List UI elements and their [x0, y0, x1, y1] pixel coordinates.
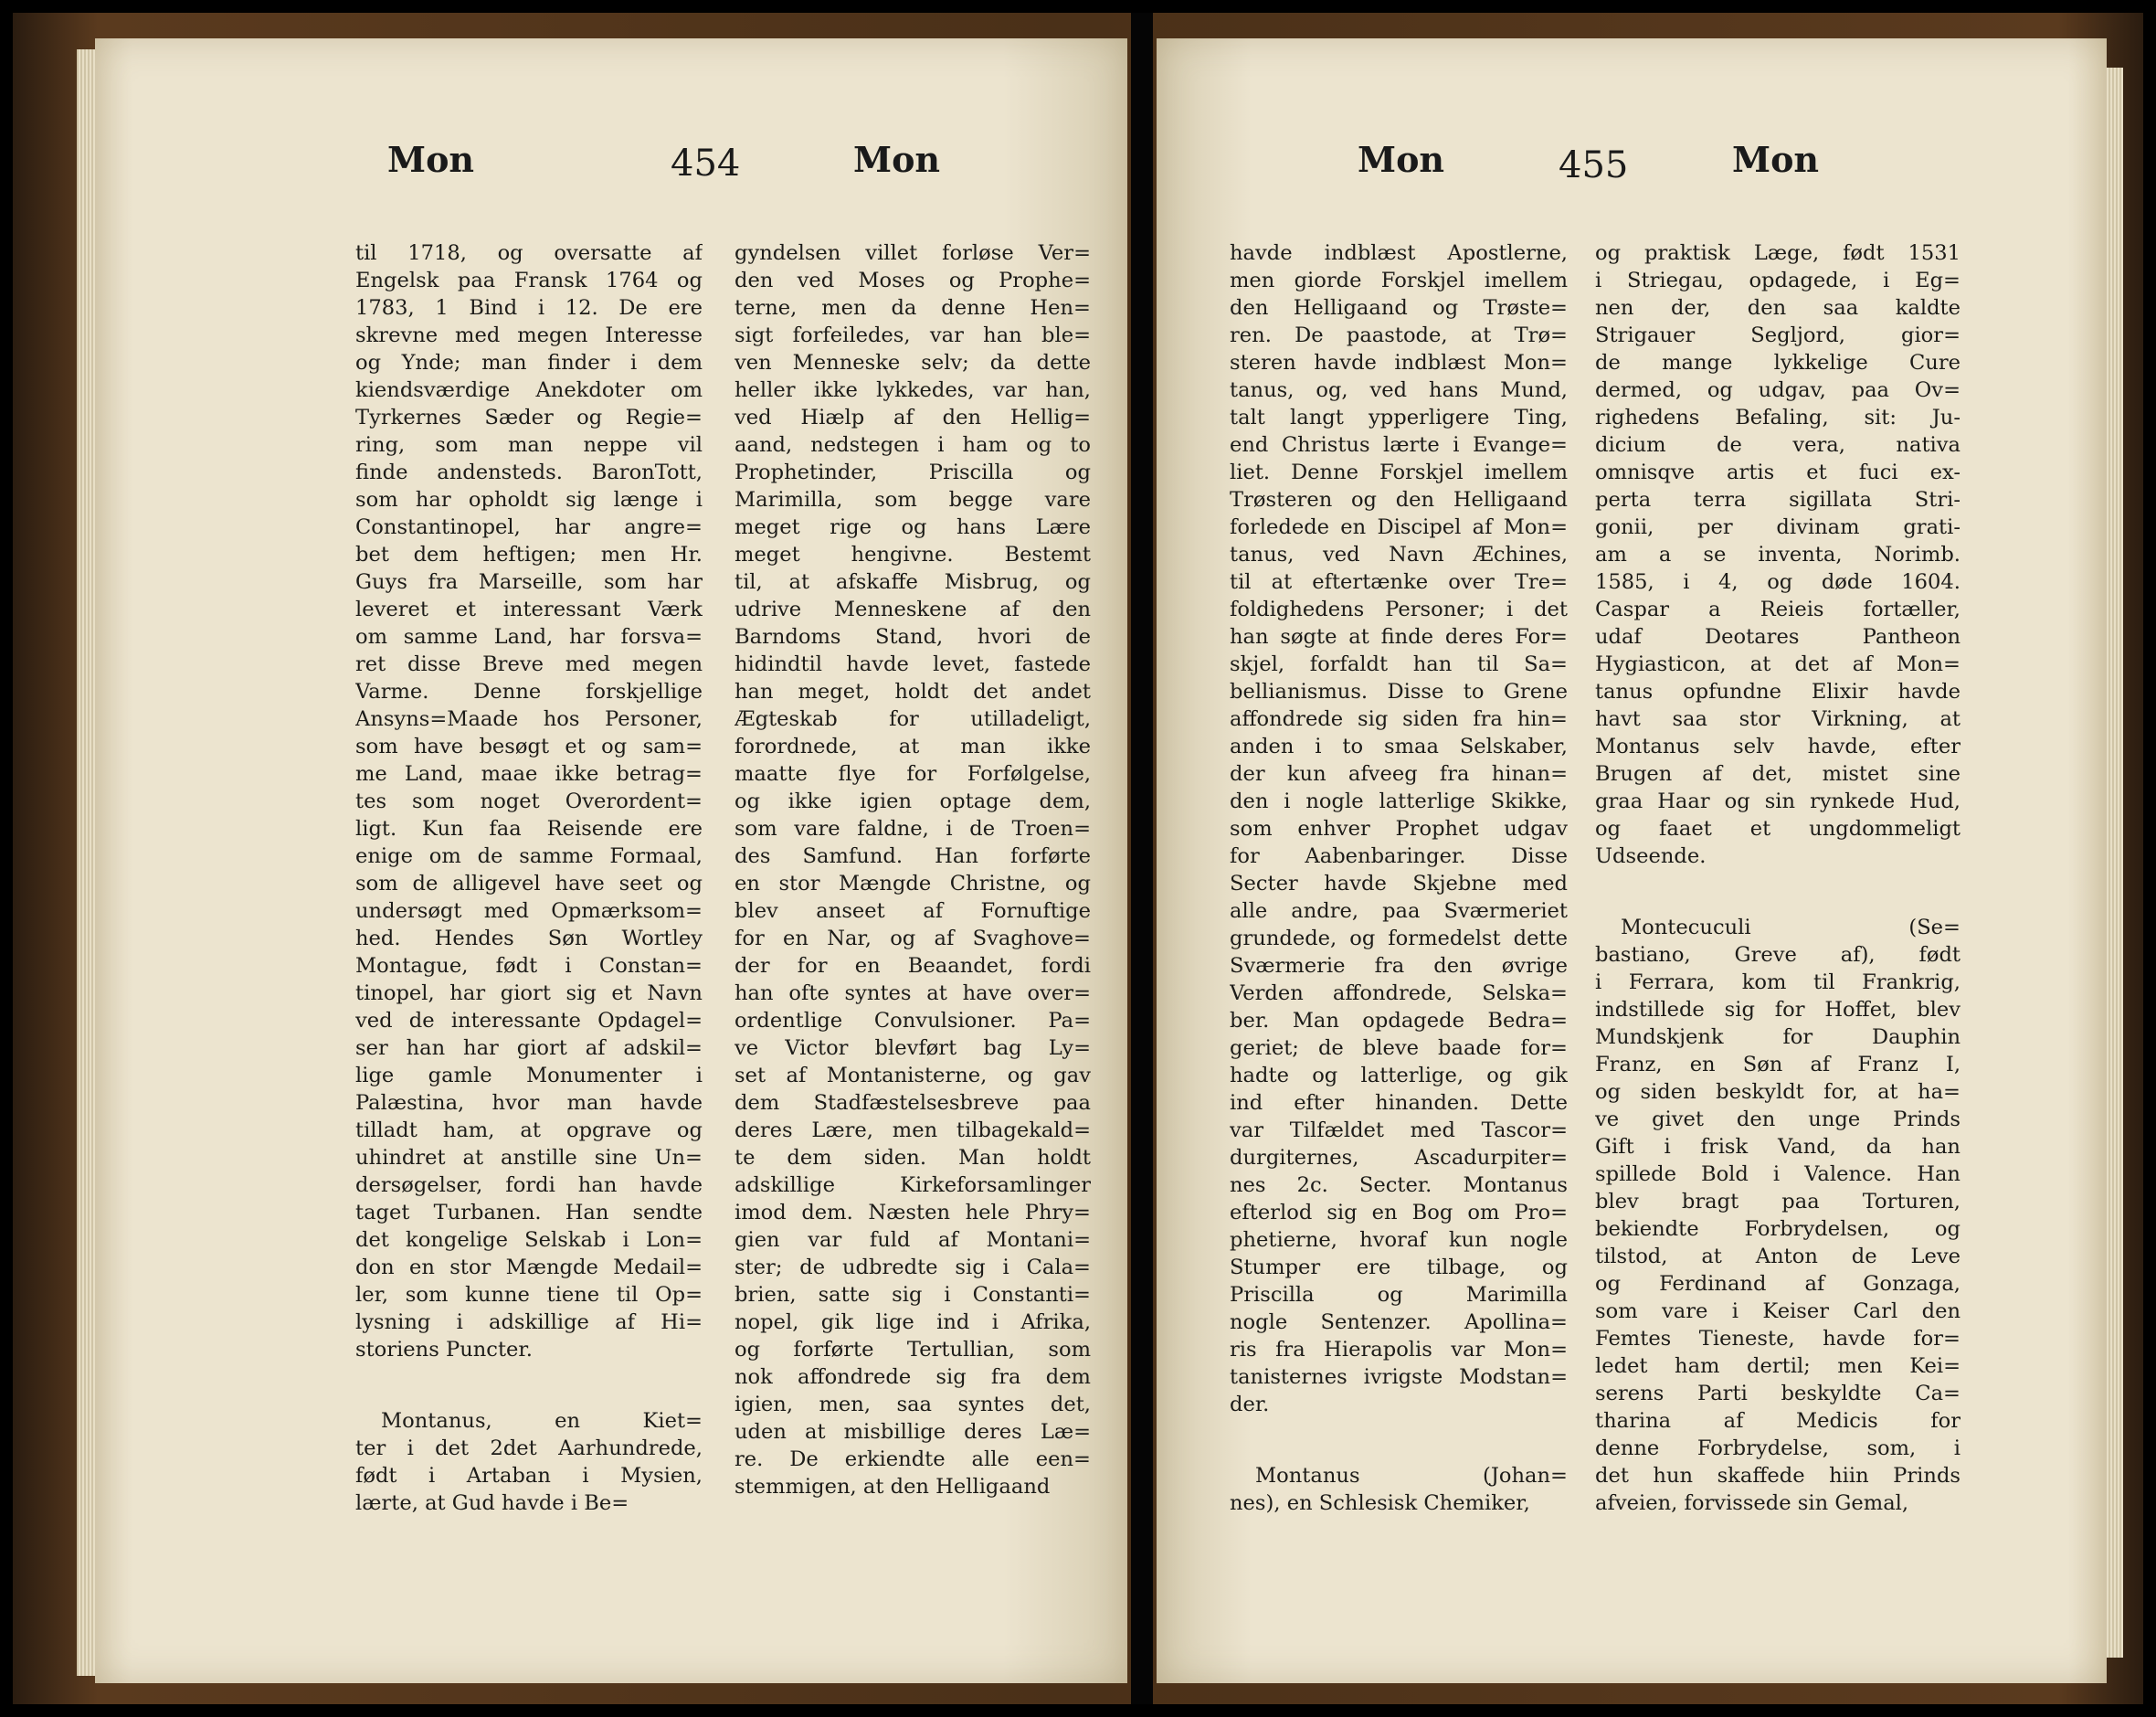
text-line: var Tilfældet med Tascor= — [1230, 1118, 1568, 1142]
text-line: tanisternes ivrigste Modstan= — [1230, 1365, 1568, 1389]
text-line: ved de interessante Opdagel= — [355, 1009, 703, 1033]
text-line: deres Lære, men tilbagekald= — [735, 1118, 1091, 1142]
paragraph-gap — [355, 1363, 703, 1407]
left-header-word-left: Mon — [387, 139, 475, 180]
right-page-column-2 — [1595, 239, 1960, 1517]
text-line: Ægteskab for utilladeligt, — [735, 707, 1091, 731]
right-header-word-right: Mon — [1732, 139, 1820, 180]
text-line: Mundskjenk for Dauphin — [1595, 1025, 1960, 1049]
text-line: ve Victor blevført bag Ly= — [735, 1036, 1091, 1060]
text-line: dersøgelser, fordi han havde — [355, 1173, 703, 1197]
text-line: Marimilla, som begge vare — [735, 488, 1091, 512]
text-line: uhindret at anstille sine Un= — [355, 1146, 703, 1170]
text-line: set af Montanisterne, og gav — [735, 1064, 1091, 1087]
text-line: ven Menneske selv; da dette — [735, 351, 1091, 375]
text-line: ordentlige Convulsioner. Pa= — [735, 1009, 1091, 1033]
text-line: imod dem. Næsten hele Phry= — [735, 1201, 1091, 1224]
text-line: ligt. Kun faa Reisende ere — [355, 817, 703, 841]
text-line: nes 2c. Secter. Montanus — [1230, 1173, 1568, 1197]
text-line: blev anseet af Fornuftige — [735, 899, 1091, 923]
text-line: skrevne med megen Interesse — [355, 323, 703, 347]
text-line: 1585, i 4, og døde 1604. — [1595, 570, 1960, 594]
text-line: Constantinopel, har angre= — [355, 515, 703, 539]
text-line: tanus opfundne Elixir havde — [1595, 680, 1960, 704]
text-line: ve givet den unge Prinds — [1595, 1108, 1960, 1131]
text-line: ring, som man neppe vil — [355, 433, 703, 457]
text-line: dicium de vera, nativa — [1595, 433, 1960, 457]
text-line: en stor Mængde Christne, og — [735, 872, 1091, 896]
text-line: terne, men da denne Hen= — [735, 296, 1091, 320]
text-line: og faaet et ungdommeligt — [1595, 817, 1960, 841]
text-line: i Striegau, opdagede, i Eg= — [1595, 269, 1960, 292]
text-line: og Ferdinand af Gonzaga, — [1595, 1272, 1960, 1296]
text-line: ber. Man opdagede Bedra= — [1230, 1009, 1568, 1033]
text-line: phetierne, hvoraf kun nogle — [1230, 1228, 1568, 1252]
book-gutter — [1131, 13, 1153, 1704]
text-line: geriet; de bleve baade for= — [1230, 1036, 1568, 1060]
text-line: kiendsværdige Anekdoter om — [355, 378, 703, 402]
text-line: som vare faldne, i de Troen= — [735, 817, 1091, 841]
text-line: enige om de samme Formaal, — [355, 844, 703, 868]
text-line: Guys fra Marseille, som har — [355, 570, 703, 594]
text-line: Gift i frisk Vand, da han — [1595, 1135, 1960, 1159]
paragraph-gap — [1230, 1418, 1568, 1462]
text-line: denne Forbrydelse, som, i — [1595, 1436, 1960, 1460]
text-line: havt saa stor Virkning, at — [1595, 707, 1960, 731]
text-line: som have besøgt et og sam= — [355, 735, 703, 758]
text-line: tanus, ved Navn Æchines, — [1230, 543, 1568, 567]
text-line: ret disse Breve med megen — [355, 652, 703, 676]
paragraph-gap — [1595, 870, 1960, 914]
left-page — [95, 38, 1127, 1683]
text-line: bekiendte Forbrydelsen, og — [1595, 1217, 1960, 1241]
text-line: steren havde indblæst Mon= — [1230, 351, 1568, 375]
text-line: tharina af Medicis for — [1595, 1409, 1960, 1433]
right-page-number: 455 — [1559, 144, 1629, 186]
text-line: serens Parti beskyldte Ca= — [1595, 1382, 1960, 1405]
text-line: ster; de udbredte sig i Cala= — [735, 1256, 1091, 1279]
text-line: udaf Deotares Pantheon — [1595, 625, 1960, 649]
text-line: der for en Beaandet, fordi — [735, 954, 1091, 978]
text-line: tinopel, har giort sig et Navn — [355, 981, 703, 1005]
text-line: hadte og latterlige, og gik — [1230, 1064, 1568, 1087]
text-line: heller ikke lykkedes, var han, — [735, 378, 1091, 402]
text-line: i Ferrara, kom til Frankrig, — [1595, 970, 1960, 994]
text-line: afveien, forvissede sin Gemal, — [1595, 1491, 1909, 1515]
text-line: Engelsk paa Fransk 1764 og — [355, 269, 703, 292]
text-line: Brugen af det, mistet sine — [1595, 762, 1960, 786]
text-line: lysning i adskillige af Hi= — [355, 1310, 703, 1334]
text-line: Franz, en Søn af Franz I, — [1595, 1053, 1960, 1076]
text-line: som enhver Prophet udgav — [1230, 817, 1568, 841]
left-page-number: 454 — [671, 143, 741, 185]
text-line: igien, men, saa syntes det, — [735, 1393, 1091, 1416]
text-line: det kongelige Selskab i Lon= — [355, 1228, 703, 1252]
text-line: Montanus, en Kiet= — [381, 1409, 703, 1433]
text-line: Sværmerie fra den øvrige — [1230, 954, 1568, 978]
text-line: righedens Befaling, sit: Ju- — [1595, 406, 1960, 429]
text-line: han ofte syntes at have over= — [735, 981, 1091, 1005]
text-line: til at eftertænke over Tre= — [1230, 570, 1568, 594]
text-line: anden i to smaa Selskaber, — [1230, 735, 1568, 758]
book-photo — [13, 13, 2143, 1704]
text-line: gonii, per divinam grati- — [1595, 515, 1960, 539]
text-line: dermed, og udgav, paa Ov= — [1595, 378, 1960, 402]
text-line: for Aabenbaringer. Disse — [1230, 844, 1568, 868]
text-line: Priscilla og Marimilla — [1230, 1283, 1568, 1307]
text-line: des Samfund. Han forførte — [735, 844, 1091, 868]
text-line: ren. De paastode, at Trø= — [1230, 323, 1568, 347]
text-line: finde andensteds. BaronTott, — [355, 461, 703, 484]
text-line: Udseende. — [1595, 844, 1707, 868]
text-line: re. De erkiendte alle een= — [735, 1447, 1091, 1471]
text-line: undersøgt med Opmærksom= — [355, 899, 703, 923]
text-line: Strigauer Segljord, gior= — [1595, 323, 1960, 347]
text-line: nogle Sentenzer. Apollina= — [1230, 1310, 1568, 1334]
text-line: meget rige og hans Lære — [735, 515, 1091, 539]
text-line: lige gamle Monumenter i — [355, 1064, 703, 1087]
text-line: han søgte at finde deres For= — [1230, 625, 1568, 649]
text-line: og siden beskyldt for, at ha= — [1595, 1080, 1960, 1104]
text-line: am a se inventa, Norimb. — [1595, 543, 1960, 567]
text-line: alle andre, paa Sværmeriet — [1230, 899, 1568, 923]
text-line: meget hengivne. Bestemt — [735, 543, 1091, 567]
text-line: den Helligaand og Trøste= — [1230, 296, 1568, 320]
right-page-header — [1157, 139, 2107, 212]
text-line: den ved Moses og Prophe= — [735, 269, 1091, 292]
text-line: der. — [1230, 1393, 1270, 1416]
text-line: født i Artaban i Mysien, — [355, 1464, 703, 1488]
text-line: og Ynde; man finder i dem — [355, 351, 703, 375]
text-line: Barndoms Stand, hvori de — [735, 625, 1091, 649]
text-line: 1783, 1 Bind i 12. De ere — [355, 296, 703, 320]
text-line: Montecuculi (Se= — [1621, 916, 1960, 939]
text-line: Ansyns=Maade hos Personer, — [355, 707, 703, 731]
text-line: Caspar a Reieis fortæller, — [1595, 598, 1960, 621]
text-line: tanus, og, ved hans Mund, — [1230, 378, 1568, 402]
text-line: Stumper ere tilbage, og — [1230, 1256, 1568, 1279]
right-header-word-left: Mon — [1358, 139, 1445, 180]
text-line: efterlod sig en Bog om Pro= — [1230, 1201, 1568, 1224]
text-line: Tyrkernes Sæder og Regie= — [355, 406, 703, 429]
text-line: tes som noget Overordent= — [355, 790, 703, 813]
right-page-column-1 — [1230, 239, 1568, 1517]
text-line: aand, nedstegen i ham og to — [735, 433, 1091, 457]
text-line: end Christus lærte i Evange= — [1230, 433, 1568, 457]
text-line: ledet ham dertil; men Kei= — [1595, 1354, 1960, 1378]
text-line: sigt forfeiledes, var han ble= — [735, 323, 1091, 347]
text-line: leveret et interessant Værk — [355, 598, 703, 621]
text-line: dem Stadfæstelsesbreve paa — [735, 1091, 1091, 1115]
text-line: til, at afskaffe Misbrug, og — [735, 570, 1091, 594]
text-line: taget Turbanen. Han sendte — [355, 1201, 703, 1224]
text-line: nes), en Schlesisk Chemiker, — [1230, 1491, 1530, 1515]
text-line: tilladt ham, at opgrave og — [355, 1118, 703, 1142]
text-line: durgiternes, Ascadurpiter= — [1230, 1146, 1568, 1170]
text-line: de mange lykkelige Cure — [1595, 351, 1960, 375]
text-line: gien var fuld af Montani= — [735, 1228, 1091, 1252]
text-line: ved Hiælp af den Hellig= — [735, 406, 1091, 429]
text-line: nopel, gik lige ind i Afrika, — [735, 1310, 1091, 1334]
text-line: perta terra sigillata Stri- — [1595, 488, 1960, 512]
text-line: storiens Puncter. — [355, 1338, 533, 1362]
text-line: omnisqve artis et fuci ex- — [1595, 461, 1960, 484]
left-page-header — [95, 139, 1127, 212]
text-line: blev bragt paa Torturen, — [1595, 1190, 1960, 1214]
text-line: gyndelsen villet forløse Ver= — [735, 241, 1091, 265]
text-line: Montanus selv havde, efter — [1595, 735, 1960, 758]
text-line: Trøsteren og den Helligaand — [1230, 488, 1568, 512]
text-line: Palæstina, hvor man havde — [355, 1091, 703, 1115]
text-line: foldighedens Personer; i det — [1230, 598, 1568, 621]
text-line: som de alligevel have seet og — [355, 872, 703, 896]
text-line: ind efter hinanden. Dette — [1230, 1091, 1568, 1115]
text-line: ser han har giort af adskil= — [355, 1036, 703, 1060]
text-line: Verden affondrede, Selska= — [1230, 981, 1568, 1005]
text-line: spillede Bold i Valence. Han — [1595, 1162, 1960, 1186]
text-line: nen der, den saa kaldte — [1595, 296, 1960, 320]
text-line: Varme. Denne forskjellige — [355, 680, 703, 704]
text-line: bastiano, Greve af), født — [1595, 943, 1960, 967]
text-line: og ikke igien optage dem, — [735, 790, 1091, 813]
text-line: ler, som kunne tiene til Op= — [355, 1283, 703, 1307]
text-line: Femtes Tieneste, havde for= — [1595, 1327, 1960, 1351]
text-line: me Land, maae ikke betrag= — [355, 762, 703, 786]
text-line: graa Haar og sin rynkede Hud, — [1595, 790, 1960, 813]
text-line: uden at misbillige deres Læ= — [735, 1420, 1091, 1444]
text-line: for en Nar, og af Svaghove= — [735, 927, 1091, 950]
text-line: hidindtil havde levet, fastede — [735, 652, 1091, 676]
text-line: til 1718, og oversatte af — [355, 241, 703, 265]
text-line: maatte flye for Forfølgelse, — [735, 762, 1091, 786]
text-line: nok affondrede sig fra dem — [735, 1365, 1091, 1389]
text-line: der kun afveeg fra hinan= — [1230, 762, 1568, 786]
right-page — [1157, 38, 2107, 1683]
text-line: liet. Denne Forskjel imellem — [1230, 461, 1568, 484]
text-line: affondrede sig siden fra hin= — [1230, 707, 1568, 731]
text-line: Montague, født i Constan= — [355, 954, 703, 978]
text-line: don en stor Mængde Medail= — [355, 1256, 703, 1279]
left-page-column-2 — [735, 239, 1091, 1500]
text-line: bellianismus. Disse to Grene — [1230, 680, 1568, 704]
text-line: Prophetinder, Priscilla og — [735, 461, 1091, 484]
text-line: forledede en Discipel af Mon= — [1230, 515, 1568, 539]
text-line: som vare i Keiser Carl den — [1595, 1299, 1960, 1323]
text-line: Secter havde Skjebne med — [1230, 872, 1568, 896]
text-line: men giorde Forskjel imellem — [1230, 269, 1568, 292]
text-line: og praktisk Læge, født 1531 — [1595, 241, 1960, 265]
text-line: som har opholdt sig længe i — [355, 488, 703, 512]
text-line: hed. Hendes Søn Wortley — [355, 927, 703, 950]
text-line: om samme Land, har forsva= — [355, 625, 703, 649]
text-line: adskillige Kirkeforsamlinger — [735, 1173, 1091, 1197]
text-line: han meget, holdt det andet — [735, 680, 1091, 704]
text-line: grundede, og formedelst dette — [1230, 927, 1568, 950]
text-line: bet dem heftigen; men Hr. — [355, 543, 703, 567]
text-line: indstillede sig for Hoffet, blev — [1595, 998, 1960, 1022]
text-line: brien, satte sig i Constanti= — [735, 1283, 1091, 1307]
text-line: forordnede, at man ikke — [735, 735, 1091, 758]
text-line: det hun skaffede hiin Prinds — [1595, 1464, 1960, 1488]
left-header-word-right: Mon — [853, 139, 941, 180]
text-line: og forførte Tertullian, som — [735, 1338, 1091, 1362]
text-line: lærte, at Gud havde i Be= — [355, 1491, 629, 1515]
text-line: Hygiasticon, at det af Mon= — [1595, 652, 1960, 676]
text-line: Montanus (Johan= — [1255, 1464, 1568, 1488]
text-line: havde indblæst Apostlerne, — [1230, 241, 1568, 265]
text-line: talt langt ypperligere Ting, — [1230, 406, 1568, 429]
text-line: ter i det 2det Aarhundrede, — [355, 1436, 703, 1460]
text-line: stemmigen, at den Helligaand — [735, 1475, 1051, 1499]
left-page-column-1 — [355, 239, 703, 1517]
text-line: te dem siden. Man holdt — [735, 1146, 1091, 1170]
text-line: tilstod, at Anton de Leve — [1595, 1245, 1960, 1268]
text-line: skjel, forfaldt han til Sa= — [1230, 652, 1568, 676]
text-line: ris fra Hierapolis var Mon= — [1230, 1338, 1568, 1362]
text-line: udrive Menneskene af den — [735, 598, 1091, 621]
text-line: den i nogle latterlige Skikke, — [1230, 790, 1568, 813]
